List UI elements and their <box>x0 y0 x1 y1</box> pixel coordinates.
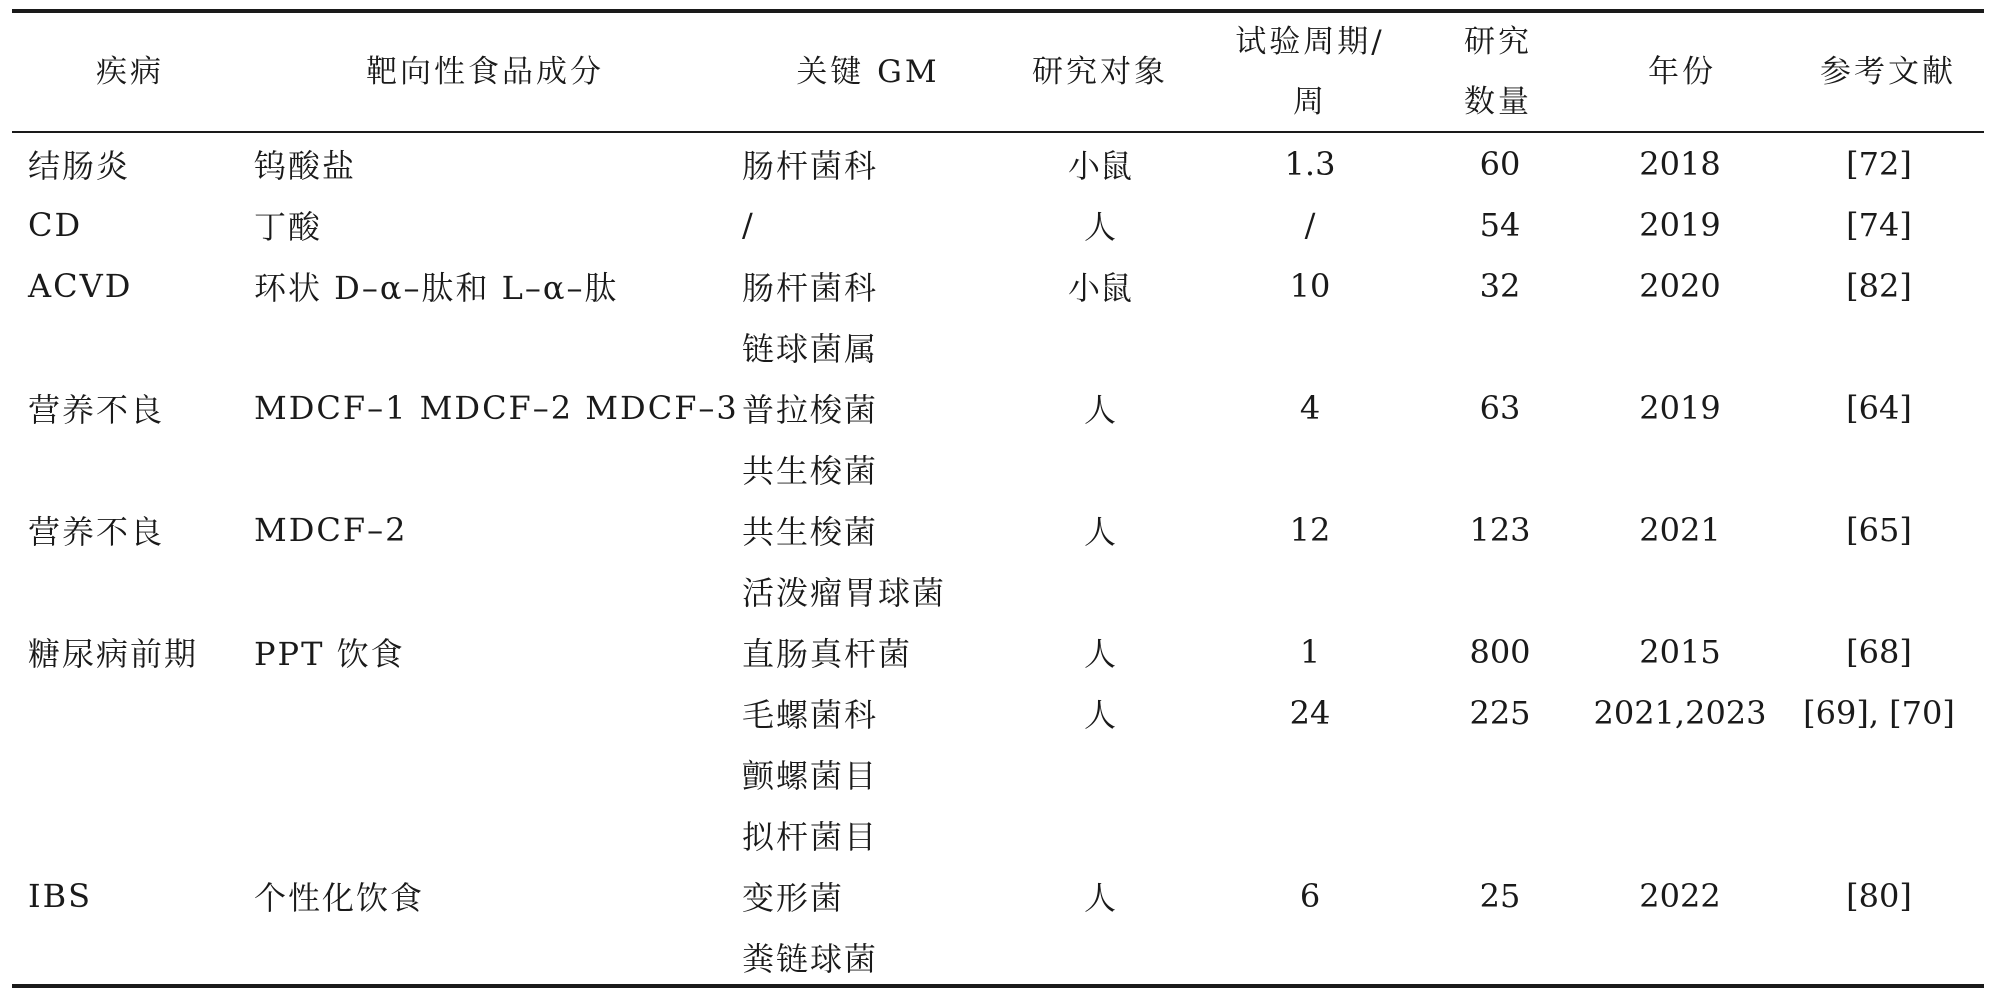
cell-food-component <box>254 560 734 621</box>
cell-key-gm: 颤螺菌目 <box>742 756 879 795</box>
cell-subject: 小鼠 <box>1067 146 1132 185</box>
cell-disease <box>28 682 258 743</box>
cell-food-component: 丁酸 <box>254 207 323 246</box>
header-reference: 参考文献 <box>1820 54 1956 90</box>
cell-food-component <box>254 682 734 743</box>
cell-reference: [80] <box>1846 876 1912 915</box>
cell-disease: 结肠炎 <box>28 146 131 185</box>
header-disease: 疾病 <box>96 54 164 90</box>
cell-disease: CD <box>28 205 83 244</box>
cell-reference: [72] <box>1846 144 1912 183</box>
cell-sample-size <box>1410 316 1590 377</box>
cell-disease: ACVD <box>28 266 133 305</box>
cell-food-component <box>254 804 734 865</box>
cell-subject <box>1000 560 1200 621</box>
cell-food-component: 环状 D–α–肽和 L–α–肽 <box>254 268 619 307</box>
cell-year: 2015 <box>1639 632 1721 671</box>
cell-key-gm: 普拉梭菌 <box>742 390 879 429</box>
cell-year: 2019 <box>1639 388 1721 427</box>
cell-duration <box>1220 560 1400 621</box>
header-food-component: 靶向性食品成分 <box>366 54 604 90</box>
cell-sample-size <box>1410 743 1590 804</box>
cell-disease <box>28 743 258 804</box>
cell-food-component: 钨酸盐 <box>254 146 357 185</box>
cell-key-gm: 共生梭菌 <box>742 451 879 490</box>
cell-subject <box>1000 926 1200 987</box>
header-key-gm: 关键 GM <box>796 54 940 90</box>
cell-key-gm: 拟杆菌目 <box>742 817 879 856</box>
cell-year <box>1590 926 1770 987</box>
cell-sample-size <box>1410 438 1590 499</box>
cell-duration <box>1220 804 1400 865</box>
cell-disease <box>28 316 258 377</box>
cell-subject <box>1000 743 1200 804</box>
cell-key-gm: 粪链球菌 <box>742 939 879 978</box>
cell-duration <box>1220 743 1400 804</box>
cell-duration: 1 <box>1299 632 1321 671</box>
cell-food-component <box>254 926 734 987</box>
cell-food-component: PPT 饮食 <box>254 634 405 673</box>
cell-key-gm: 直肠真杆菌 <box>742 634 913 673</box>
cell-year <box>1590 316 1770 377</box>
cell-disease: 营养不良 <box>28 512 165 551</box>
cell-reference: [69], [70] <box>1803 693 1955 732</box>
cell-disease <box>28 804 258 865</box>
cell-disease <box>28 438 258 499</box>
cell-year <box>1590 743 1770 804</box>
header-duration: 试验周期/ 周 <box>1235 24 1385 120</box>
cell-sample-size: 63 <box>1479 388 1521 427</box>
cell-year: 2021,2023 <box>1593 693 1767 732</box>
cell-key-gm: 共生梭菌 <box>742 512 879 551</box>
cell-year: 2019 <box>1639 205 1721 244</box>
cell-year <box>1590 804 1770 865</box>
cell-subject: 人 <box>1083 695 1116 734</box>
cell-disease <box>28 560 258 621</box>
cell-duration: 10 <box>1289 266 1331 305</box>
cell-duration: 1.3 <box>1284 144 1336 183</box>
cell-reference: [74] <box>1846 205 1912 244</box>
cell-sample-size: 800 <box>1469 632 1531 671</box>
cell-sample-size: 123 <box>1469 510 1531 549</box>
cell-sample-size: 54 <box>1479 205 1521 244</box>
cell-year: 2020 <box>1639 266 1721 305</box>
cell-duration: / <box>1304 205 1316 244</box>
cell-duration <box>1220 926 1400 987</box>
cell-duration: 6 <box>1299 876 1321 915</box>
cell-reference <box>1776 560 1982 621</box>
cell-key-gm: 毛螺菌科 <box>742 695 879 734</box>
header-sample-size: 研究 数量 <box>1464 24 1532 120</box>
cell-year <box>1590 438 1770 499</box>
cell-sample-size: 225 <box>1469 693 1531 732</box>
cell-subject: 小鼠 <box>1067 268 1132 307</box>
header-year: 年份 <box>1648 54 1716 90</box>
cell-food-component <box>254 316 734 377</box>
cell-sample-size <box>1410 804 1590 865</box>
cell-reference: [68] <box>1846 632 1912 671</box>
cell-subject <box>1000 316 1200 377</box>
cell-reference: [82] <box>1846 266 1912 305</box>
cell-sample-size <box>1410 560 1590 621</box>
cell-duration: 12 <box>1289 510 1331 549</box>
cell-key-gm: 链球菌属 <box>742 329 879 368</box>
cell-year: 2021 <box>1639 510 1721 549</box>
cell-subject <box>1000 438 1200 499</box>
cell-reference <box>1776 316 1982 377</box>
cell-year: 2022 <box>1639 876 1721 915</box>
cell-subject: 人 <box>1083 390 1116 429</box>
cell-food-component: MDCF–2 <box>254 510 408 549</box>
cell-duration: 4 <box>1299 388 1321 427</box>
cell-key-gm: 肠杆菌科 <box>742 146 879 185</box>
cell-key-gm: 活泼瘤胃球菌 <box>742 573 947 612</box>
cell-key-gm: 变形菌 <box>742 878 845 917</box>
cell-sample-size: 32 <box>1479 266 1521 305</box>
cell-duration <box>1220 438 1400 499</box>
cell-food-component: MDCF–1 MDCF–2 MDCF–3 <box>254 388 739 427</box>
cell-reference: [65] <box>1846 510 1912 549</box>
cell-reference <box>1776 926 1982 987</box>
cell-sample-size <box>1410 926 1590 987</box>
cell-subject: 人 <box>1083 207 1116 246</box>
cell-reference: [64] <box>1846 388 1912 427</box>
cell-disease: 营养不良 <box>28 390 165 429</box>
cell-duration: 24 <box>1289 693 1331 732</box>
cell-disease: IBS <box>28 876 93 915</box>
cell-food-component <box>254 438 734 499</box>
cell-sample-size: 25 <box>1479 876 1521 915</box>
cell-subject: 人 <box>1083 878 1116 917</box>
cell-year: 2018 <box>1639 144 1721 183</box>
cell-sample-size: 60 <box>1479 144 1521 183</box>
header-subject: 研究对象 <box>1032 54 1168 90</box>
cell-reference <box>1776 438 1982 499</box>
cell-key-gm: 肠杆菌科 <box>742 268 879 307</box>
cell-subject: 人 <box>1083 512 1116 551</box>
cell-reference <box>1776 743 1982 804</box>
cell-food-component: 个性化饮食 <box>254 878 425 917</box>
cell-subject: 人 <box>1083 634 1116 673</box>
cell-subject <box>1000 804 1200 865</box>
cell-year <box>1590 560 1770 621</box>
cell-key-gm: / <box>742 205 755 244</box>
cell-disease <box>28 926 258 987</box>
cell-food-component <box>254 743 734 804</box>
cell-reference <box>1776 804 1982 865</box>
cell-disease: 糖尿病前期 <box>28 634 199 673</box>
cell-duration <box>1220 316 1400 377</box>
